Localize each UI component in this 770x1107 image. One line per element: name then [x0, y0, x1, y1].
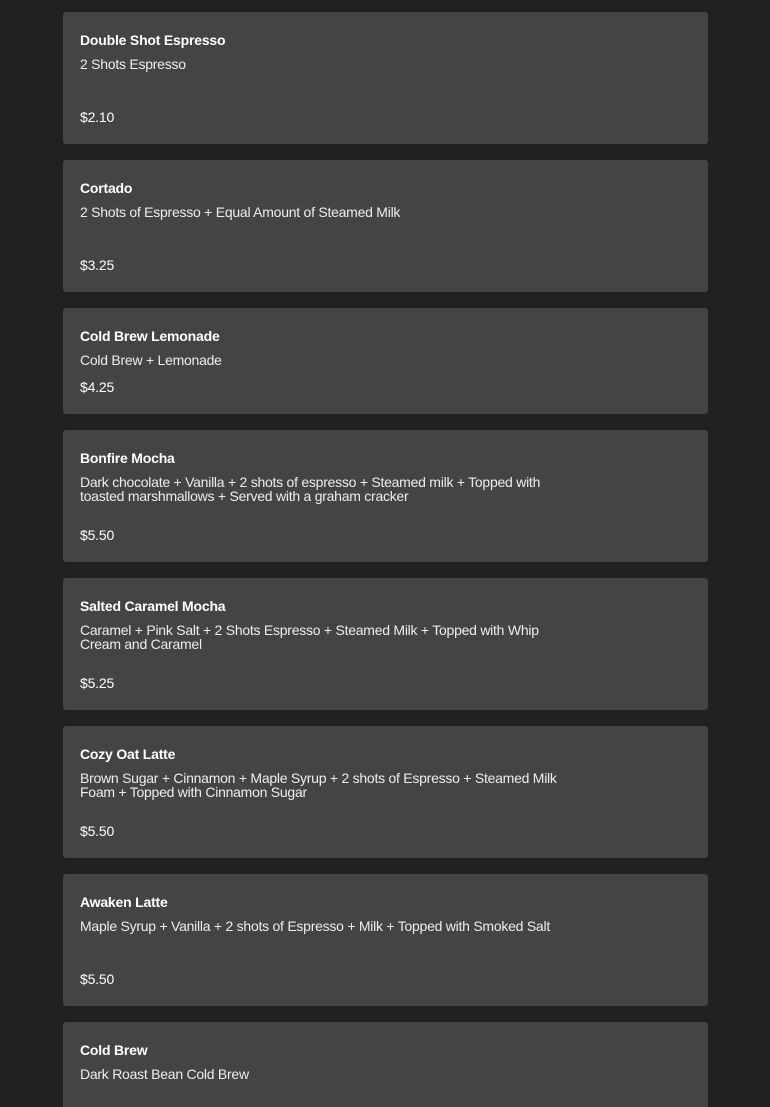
menu-item-list	[63, 12, 708, 1107]
menu-item-card[interactable]	[63, 308, 708, 414]
menu-item-name: Cozy Oat Latte	[80, 746, 176, 762]
menu-item-card[interactable]	[63, 430, 708, 562]
menu-item-description: Brown Sugar + Cinnamon + Maple Syrup + 2 shots of Espresso + Steamed Milk Foam + Topped with Cinnamon Sugar	[80, 770, 557, 800]
menu-item-description: Dark Roast Bean Cold Brew	[80, 1066, 249, 1082]
menu-item-description: Maple Syrup + Vanilla + 2 shots of Espresso + Milk + Topped with Smoked Salt	[80, 918, 550, 934]
menu-item-description: Dark chocolate + Vanilla + 2 shots of espresso + Steamed milk + Topped with toasted marshmallows + Served with a graham cracker	[80, 474, 541, 504]
menu-item-name: Cold Brew	[80, 1042, 148, 1058]
menu-item-description: Cold Brew + Lemonade	[80, 352, 222, 368]
menu-item-price: $5.50	[80, 823, 115, 839]
menu-item-name: Cold Brew Lemonade	[80, 328, 220, 344]
menu-item-card[interactable]	[63, 12, 708, 144]
menu-item-price: $3.25	[80, 257, 115, 273]
menu-item-card[interactable]	[63, 1022, 708, 1107]
menu-item-card[interactable]	[63, 160, 708, 292]
menu-item-card[interactable]	[63, 578, 708, 710]
menu-item-price: $4.25	[80, 379, 115, 395]
menu-item-name: Bonfire Mocha	[80, 450, 175, 466]
menu-item-name: Awaken Latte	[80, 894, 168, 910]
menu-item-description: 2 Shots Espresso	[80, 56, 186, 72]
menu-item-name: Salted Caramel Mocha	[80, 598, 226, 614]
menu-item-name: Cortado	[80, 180, 133, 196]
menu-item-price: $5.50	[80, 527, 115, 543]
menu-item-name: Double Shot Espresso	[80, 32, 226, 48]
menu-item-price: $5.25	[80, 675, 115, 691]
menu-item-price: $2.10	[80, 109, 115, 125]
menu-item-price: $5.50	[80, 971, 115, 987]
menu-item-card[interactable]	[63, 726, 708, 858]
menu-item-card[interactable]	[63, 874, 708, 1006]
menu-item-description: 2 Shots of Espresso + Equal Amount of Steamed Milk	[80, 204, 401, 220]
menu-item-description: Caramel + Pink Salt + 2 Shots Espresso + Steamed Milk + Topped with Whip Cream and Caramel	[80, 622, 539, 652]
